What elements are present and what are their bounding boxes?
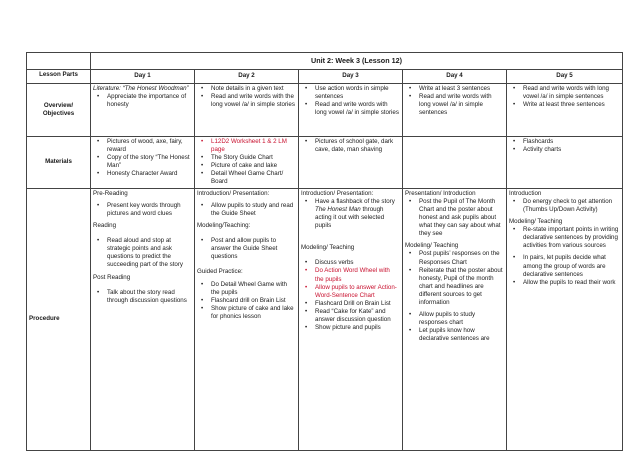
list-item: • Read “Cake for Kate” and answer discussion question (315, 308, 400, 324)
day-5-intro-list (509, 198, 620, 214)
list-item: • Appreciate the importance of honesty (107, 93, 192, 109)
day-3-intro-heading: Introduction/ Presentation: (301, 190, 374, 197)
reading-heading: Reading (93, 222, 117, 230)
post-reading-list (93, 289, 192, 305)
overview-row (27, 84, 623, 137)
materials-day-2-list (197, 138, 296, 186)
materials-day-5-list (509, 138, 620, 154)
procedure-day-3 (299, 189, 403, 451)
day-3-modeling-heading: Modeling/ Teaching (301, 244, 355, 252)
list-item: • Allow the pupils to read their work (523, 279, 620, 287)
overview-day-2-list (197, 85, 296, 109)
materials-day-3 (299, 137, 403, 189)
list-item: • Read and write words with long vowel /a/ in simple sentences (523, 85, 620, 101)
materials-row (27, 137, 623, 189)
list-item: • Read and write words with long vowel /a/ in simple stories (315, 101, 400, 117)
overview-day-5 (507, 84, 623, 137)
list-item: • Read aloud and stop at strategic points and ask questions to predict the succeeding part of the story (107, 237, 192, 269)
list-item: • Read and write words with the long vowel /a/ in simple stories (211, 93, 296, 109)
list-item: • Have a flashback of the story The Honest Man through acting it out with selected pupils (315, 198, 400, 230)
list-item: • Post the Pupil of The Month Chart and the poster about honest and ask pupils about what they can say about what they see (419, 198, 504, 238)
day-5-more-list (509, 254, 620, 286)
list-item: • Show picture and pupils (315, 324, 400, 332)
list-item: • Flashcard Drill on Brain List (315, 300, 400, 308)
day-2-header: Day 2 (195, 70, 299, 84)
procedure-day-2 (195, 189, 299, 451)
overview-day-2 (195, 84, 299, 137)
overview-day-3-list (301, 85, 400, 117)
list-item: • Use action words in simple sentences (315, 85, 400, 101)
list-item: • In pairs, let pupils decide what among the group of words are declarative sentences (523, 254, 620, 278)
list-item: • Do Action Word Wheel with the pupils (315, 267, 400, 283)
day-5-modeling-list (509, 226, 620, 250)
materials-label: Materials (27, 137, 91, 189)
list-item: • Flashcards (523, 138, 620, 146)
list-item: • Re-state important points in writing declarative sentences by providing activities from various sources (523, 226, 620, 250)
day-4-intro-list (405, 198, 504, 238)
procedure-label: Procedure (27, 189, 91, 451)
day-3-modeling-list (301, 259, 400, 332)
procedure-day-1 (91, 189, 195, 451)
day-2-modeling-heading: Modeling/Teaching: (197, 222, 251, 230)
post-reading-heading: Post Reading (93, 273, 131, 281)
materials-day-2 (195, 137, 299, 189)
list-item: • Note details in a given text (211, 85, 296, 93)
list-item: • Allow pupils to answer Action-Word-Sentence Chart (315, 284, 400, 300)
list-item: • Pictures of school gate, dark cave, date, man shaving (315, 138, 400, 154)
day-2-guided-list (197, 281, 296, 321)
day-4-intro-heading: Presentation/ Introduction (405, 190, 476, 197)
procedure-day-4 (403, 189, 507, 451)
list-item: • Allow pupils to study responses chart (419, 311, 504, 327)
overview-day-1-list (93, 93, 192, 109)
list-item: • Honesty Character Award (107, 170, 192, 178)
materials-day-4 (403, 137, 507, 189)
list-item: • Picture of cake and lake (211, 162, 296, 170)
list-item: • Copy of the story “The Honest Man” (107, 154, 192, 170)
day-5-header: Day 5 (507, 70, 623, 84)
literature-title: Literature: “The Honest Woodman” (93, 85, 189, 92)
overview-label: Overview/ Objectives (27, 84, 91, 137)
list-item: • Do energy check to get attention (Thumbs Up/Down Activity) (523, 198, 620, 214)
list-item: • Write at least 3 sentences (419, 85, 504, 93)
day-5-modeling-heading: Modeling/ Teaching (509, 218, 563, 226)
day-2-guided-heading: Guided Practice: (197, 268, 243, 276)
overview-day-4 (403, 84, 507, 137)
list-item: • Allow pupils to study and read the Guide Sheet (211, 202, 296, 218)
list-item: • Detail Wheel Game Chart/ Board (211, 170, 296, 186)
title-row (27, 53, 623, 70)
overview-day-1 (91, 84, 195, 137)
materials-day-3-list (301, 138, 400, 154)
day-2-intro-list (197, 202, 296, 218)
list-item: • Present key words through pictures and word clues (107, 202, 192, 218)
lesson-plan-table (26, 52, 623, 451)
list-item: • Flashcard drill on Brain List (211, 297, 296, 305)
list-item: • The Story Guide Chart (211, 154, 296, 162)
list-item: • Pictures of wood, axe, fairy, reward (107, 138, 192, 154)
day-4-header: Day 4 (403, 70, 507, 84)
list-item: • Talk about the story read through discussion questions (107, 289, 192, 305)
plan-title: Unit 2: Week 3 (Lesson 12) (91, 53, 623, 70)
list-item: • Read and write words with long vowel /a/ in simple sentences (419, 93, 504, 117)
day-4-modeling-heading: Modeling/ Teaching (405, 242, 459, 250)
procedure-row (27, 189, 623, 451)
day-4-modeling-list (405, 250, 504, 306)
list-item: • Reiterate that the poster about honesty, Pupil of the month chart and headlines are different sources to get information (419, 267, 504, 307)
list-item: • Write at least three sentences (523, 101, 620, 109)
list-item: • Post pupils’ responses on the Responses Chart (419, 250, 504, 266)
day-3-header: Day 3 (299, 70, 403, 84)
lesson-parts-header: Lesson Parts (27, 70, 91, 84)
day-5-intro-heading: Introduction (509, 190, 542, 197)
overview-day-4-list (405, 85, 504, 117)
list-item: • Post and allow pupils to answer the Guide Sheet questions (211, 237, 296, 261)
list-item: • Let pupils know how declarative sentences are (419, 327, 504, 343)
list-item: • Activity charts (523, 146, 620, 154)
day-1-header: Day 1 (91, 70, 195, 84)
materials-day-5 (507, 137, 623, 189)
procedure-day-5 (507, 189, 623, 451)
day-3-intro-list (301, 198, 400, 230)
overview-day-5-list (509, 85, 620, 109)
pre-reading-heading: Pre-Reading (93, 190, 128, 197)
day-2-modeling-list (197, 237, 296, 261)
list-item: • Show picture of cake and lake for phonics lesson (211, 305, 296, 321)
day-2-intro-heading: Introduction/ Presentation: (197, 190, 270, 197)
materials-day-1 (91, 137, 195, 189)
overview-day-3 (299, 84, 403, 137)
list-item: • L12D2 Worksheet 1 & 2 LM page (211, 138, 296, 154)
list-item: • Discuss verbs (315, 259, 400, 267)
reading-list (93, 237, 192, 269)
pre-reading-list (93, 202, 192, 218)
day-4-more-list (405, 311, 504, 343)
day-header-row (27, 70, 623, 84)
materials-day-1-list (93, 138, 192, 178)
list-item: • Do Detail Wheel Game with the pupils (211, 281, 296, 297)
